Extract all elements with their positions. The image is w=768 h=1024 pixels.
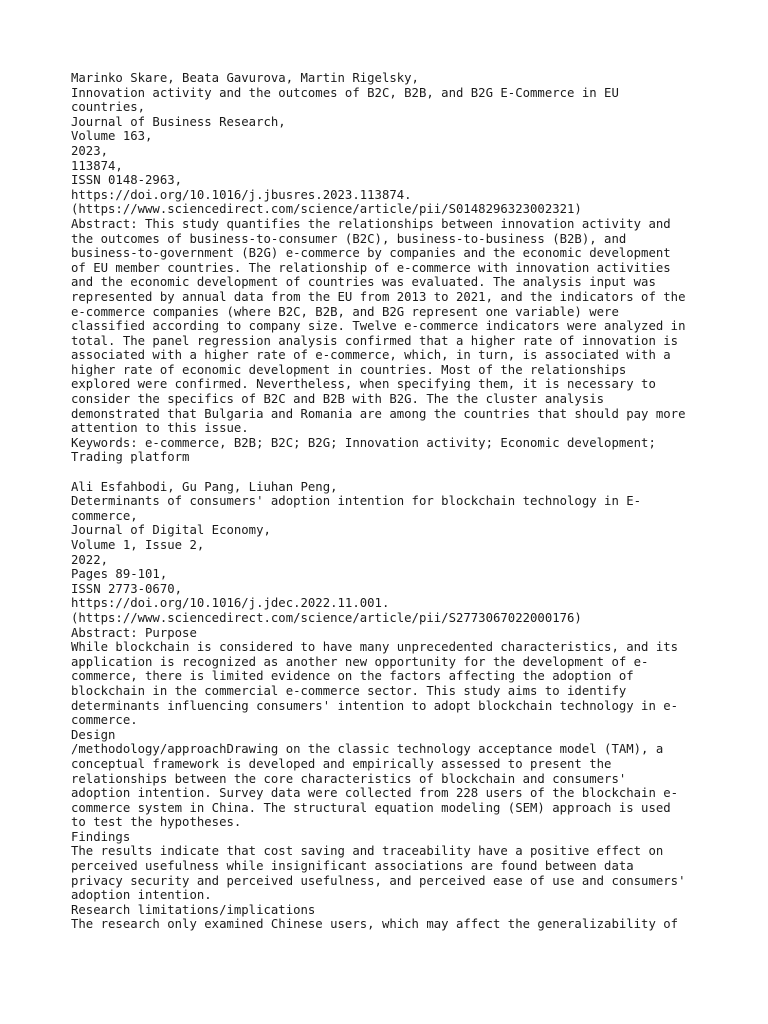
text-line: Pages 89-101, [71,567,168,582]
text-line: adoption intention. Survey data were collected from 228 users of the blockchain e- [71,786,679,801]
text-line: https://doi.org/10.1016/j.jbusres.2023.113874. [71,187,412,202]
text-line: relationships between the core characteristics of blockchain and consumers' [71,771,627,786]
text-line: Volume 163, [71,129,153,144]
text-line: Design [71,727,116,742]
text-line: determinants influencing consumers' intention to adopt blockchain technology in e- [71,698,679,713]
text-line: classified according to company size. Twelve e-commerce indicators were analyzed in [71,319,686,334]
text-line: 113874, [71,158,123,173]
citation-entry [71,71,711,465]
text-line: Trading platform [71,450,190,465]
text-line: ISSN 0148-2963, [71,173,183,188]
text-line: Marinko Skare, Beata Gavurova, Martin Rigelsky, [71,71,419,85]
text-line: Research limitations/implications [71,902,316,917]
text-line: Abstract: This study quantifies the relationships between innovation activity and [71,216,671,231]
text-line: (https://www.sciencedirect.com/science/article/pii/S2773067022000176) [71,610,582,625]
text-line: Keywords: e-commerce, B2B; B2C; B2G; Innovation activity; Economic development; [71,435,656,450]
text-line: The research only examined Chinese users, which may affect the generalizability of [71,917,679,932]
text-line: commerce. [71,713,138,728]
text-line: countries, [71,100,146,115]
text-line: represented by annual data from the EU from 2013 to 2021, and the indicators of the [71,289,686,304]
text-line: attention to this issue. [71,421,249,436]
text-line: application is recognized as another new opportunity for the development of e- [71,654,649,669]
text-line: and the economic development of countries was evaluated. The analysis input was [71,275,656,290]
text-line: consider the specifics of B2C and B2B with B2G. The the cluster analysis [71,392,605,407]
text-line: higher rate of economic development in countries. Most of the relationships [71,362,627,377]
text-line: total. The panel regression analysis confirmed that a higher rate of innovation is [71,333,679,348]
text-line: blockchain in the commercial e-commerce sector. This study aims to identify [71,683,627,698]
text-line: Volume 1, Issue 2, [71,538,205,552]
text-line: commerce system in China. The structural equation modeling (SEM) approach is used [71,800,671,815]
text-line: to test the hypotheses. [71,815,242,830]
text-line: the outcomes of business-to-consumer (B2C), business-to-business (B2B), and [71,231,627,246]
text-line: e-commerce companies (where B2C, B2B, and B2G represent one variable) were [71,304,619,319]
text-line: /methodology/approachDrawing on the classic technology acceptance model (TAM), a [71,742,664,757]
text-line: Determinants of consumers' adoption intention for blockchain technology in E- [71,494,642,509]
text-line: 2023, [71,143,109,158]
entry-separator [71,465,711,480]
text-line: perceived usefulness while insignificant associations are found between data [71,859,634,874]
text-line: Journal of Digital Economy, [71,523,271,538]
text-line: Abstract: Purpose [71,625,197,640]
document-page [71,71,711,932]
text-line: Findings [71,829,131,844]
text-line: commerce, there is limited evidence on the factors affecting the adoption of [71,669,634,684]
text-line: explored were confirmed. Nevertheless, when specifying them, it is necessary to [71,377,656,392]
text-line: associated with a higher rate of e-commerce, which, in turn, is associated with a [71,348,671,363]
citation-entry [71,480,711,932]
text-line: demonstrated that Bulgaria and Romania are among the countries that should pay more [71,406,686,421]
text-line: of EU member countries. The relationship of e-commerce with innovation activities [71,260,671,275]
text-line: Journal of Business Research, [71,114,286,129]
text-line: Innovation activity and the outcomes of B2C, B2B, and B2G E-Commerce in EU [71,85,619,100]
text-line: The results indicate that cost saving and traceability have a positive effect on [71,844,664,859]
text-line: commerce, [71,508,138,523]
text-line: privacy security and perceived usefulness, and perceived ease of use and consumers' [71,873,686,888]
text-line: (https://www.sciencedirect.com/science/article/pii/S0148296323002321) [71,202,582,217]
text-line: While blockchain is considered to have many unprecedented characteristics, and its [71,640,679,655]
text-line: conceptual framework is developed and empirically assessed to present the [71,756,612,771]
text-line: Ali Esfahbodi, Gu Pang, Liuhan Peng, [71,479,338,494]
text-line: adoption intention. [71,888,212,903]
text-line: https://doi.org/10.1016/j.jdec.2022.11.001. [71,596,390,611]
text-line: business-to-government (B2G) e-commerce by companies and the economic development [71,246,671,261]
text-line: 2022, [71,552,109,567]
text-line: ISSN 2773-0670, [71,581,183,596]
